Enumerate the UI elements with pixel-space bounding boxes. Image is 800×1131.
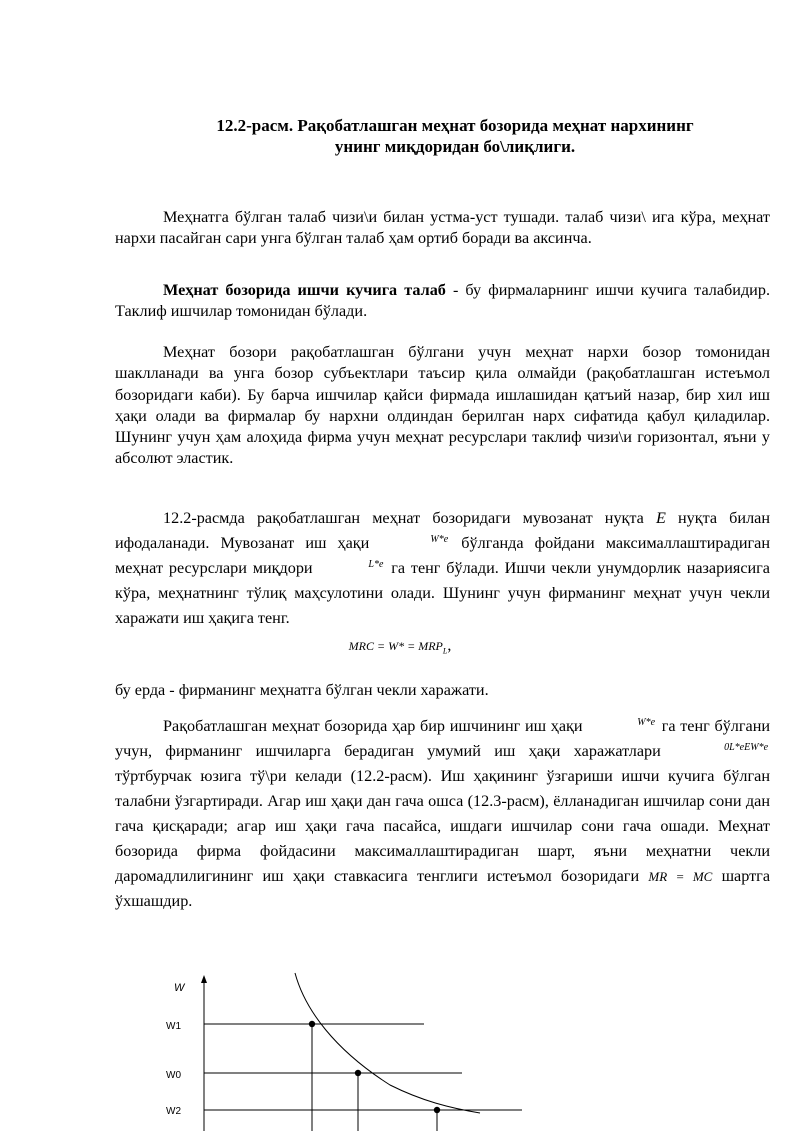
paragraph-6-text-b: га тенг бўлгани учун, фирманинг ишчиларга берадиган умумий иш ҳақи харажатлари: [115, 717, 771, 760]
paragraph-6: [115, 714, 770, 914]
tick-label-w2: W2: [166, 1106, 181, 1117]
mr-mc-condition: MR = MC: [648, 869, 713, 884]
paragraph-2-text: - бу фирмаларнинг ишчи кучига талабидир. Таклиф ишчилар томонидан бўлади.: [115, 281, 770, 321]
paragraph-4-text-a: 12.2-расмда рақобатлашган меҳнат бозоридаги мувозанат нуқта: [163, 509, 644, 527]
paragraph-5: [115, 680, 770, 701]
tick-label-w1: W1: [166, 1021, 181, 1032]
y-axis-label: W: [174, 982, 185, 994]
paragraph-4-text-d: га тенг бўлади. Ишчи чекли унумдорлик назариясига кўра, меҳнатнинг тўлиқ маҳсулотини олади. Шунинг учун фирманинг меҳнат учун чекли харажати иш ҳақига тенг.: [115, 559, 770, 627]
paragraph-3-text: Меҳнат бозори рақобатлашган бўлгани учун меҳнат нархи бозор томонидан шаклланади ва унга бозор субъектлари таъсир қила олмайди (рақобатлашган истеъмол бозоридаги каби). Бу барча ишчилар қайси фирмада ишлашидан қатъий назар, бир хил иш ҳақи олади ва фирмалар бу нархни олдиндан берилган нарх сифатида қабул қиладилар. Шунинг учун ҳам алоҳида фирма учун меҳнат ресурслари таклиф чизи\и горизонтал, яъни у абсолют эластик.: [115, 343, 770, 468]
formula-text: MRC = W* = MRP: [348, 639, 443, 653]
figure-title-line1: 12.2-расм. Рақобатлашган меҳнат бозорида меҳнат нархининг: [216, 116, 694, 135]
paragraph-6-text-c: тўртбурчак юзига тў\ри келади (12.2-расм). Иш ҳақининг ўзгариши ишчи кучига бўлган талабни ўзгартиради. Агар иш ҳақи дан гача ошса (12.3-расм), ёлланадиган ишчилар сони дан гача қисқаради; агар иш ҳақи гача пасайса, ишдаги ишчилар сони гача ошади. Меҳнат бозорида фирма фойдасини максималлаштирадиган шарт, яъни меҳнатни чекли даромадлилигининг иш ҳақи ставкасига тенглиги истеъмол бозоридаги: [115, 767, 770, 885]
paragraph-4-text-b: нуқта билан ифодаланади. Мувозанат иш ҳақи: [115, 509, 770, 552]
equilibrium-point-w0: [355, 1070, 361, 1076]
le-star-symbol: L*e: [368, 558, 384, 570]
point-e: E: [655, 509, 666, 527]
paragraph-2-bold: Меҳнат бозорида ишчи кучига талаб: [163, 281, 446, 299]
formula-comma: ,: [447, 637, 452, 654]
we-star-symbol: W*e: [430, 533, 449, 545]
demand-curve: [295, 973, 480, 1113]
formula-mrc: [0, 636, 800, 661]
equilibrium-point-w1: [309, 1021, 315, 1027]
paragraph-2: [115, 280, 770, 323]
we-star-symbol-2: W*e: [637, 716, 656, 728]
labor-demand-chart: [150, 965, 600, 1131]
figure-title-line2: унинг миқдоридан бо\лиқлиги.: [334, 137, 576, 156]
y-axis-arrow-icon: [201, 975, 207, 983]
rectangle-symbol: 0L*eEW*e: [724, 741, 769, 753]
paragraph-4-text-c: бўлганда фойдани максималлаштирадиган меҳнат ресурслари миқдори: [115, 534, 771, 577]
tick-label-w0: W0: [166, 1070, 181, 1081]
paragraph-3: [115, 342, 770, 470]
paragraph-1: [115, 207, 770, 250]
paragraph-6-text-d: шартга ўхшашдир.: [115, 867, 771, 910]
formula-subscript: L: [442, 646, 448, 656]
paragraph-4: [115, 506, 770, 631]
paragraph-5-text: бу ерда - фирманинг меҳнатга бўлган чекли харажати.: [115, 681, 489, 699]
paragraph-6-text-a: Рақобатлашган меҳнат бозорида ҳар бир ишчининг иш ҳақи: [163, 717, 583, 735]
equilibrium-point-w2: [434, 1107, 440, 1113]
figure-title: [115, 115, 795, 157]
paragraph-1-text: Меҳнатга бўлган талаб чизи\и билан устма-уст тушади. талаб чизи\ ига кўра, меҳнат нархи пасайган сари унга бўлган талаб ҳам ортиб боради ва аксинча.: [115, 208, 770, 248]
